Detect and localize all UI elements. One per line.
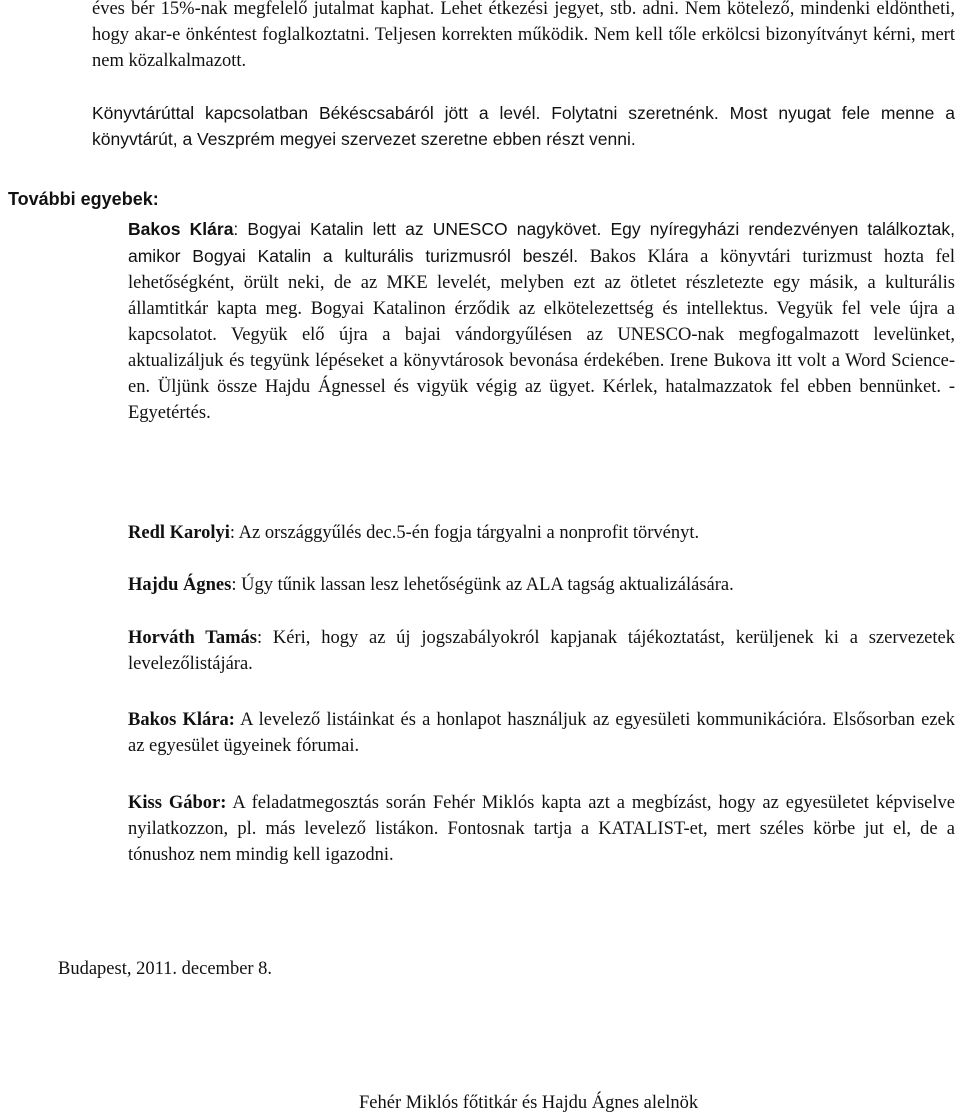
speaker-name: Redl Karolyi [128,523,230,543]
item-text: A feladatmegosztás során Fehér Miklós kapta azt a megbízást, hogy az egyesületet képviselve nyilatkozzon, pl. más levelező listákon. Fontosnak tartja a KATALIST-et, mert széles körbe jut el, de a tónushoz nem mindig kell igazodni. [128,793,955,865]
speaker-name: Bakos Klára [128,219,234,239]
item-text: Kéri, hogy az új jogszabályokról kapjanak tájékoztatást, kerüljenek ki a szervezetek levelezőlistájára. [128,628,955,674]
item-text: Az országgyűlés dec.5-én fogja tárgyalni a nonprofit törvényt. [238,523,700,543]
minutes-item-bakos-unesco [128,216,955,426]
item-text: A levelező listáinkat és a honlapot használjuk az egyesületi kommunikációra. Elsősorban ezek az egyesület ügyeinek fórumai. [128,710,956,756]
speaker-name: Horváth Tamás [128,628,257,648]
minutes-item-horvath [128,625,955,677]
item-text: Bakos Klára a könyvtári turizmust hozta fel lehetőségként, örült neki, de az MKE levelét, melyben ezt az ötletet részletezte egy másik, a kulturális államtitkár kapta meg. Bogyai Katalinon érződik az elkötelezettség és intellektus. Vegyük fel vele újra a kapcsolatot. Vegyük elő újra a bajai vándorgyűlésen az UNESCO-nak megfogalmazott levelünket, aktualizáljuk és tegyünk lépéseket a könyvtárosok bevonása érdekében. Irene Bukova itt volt a Word Science-en. Üljünk össze Hajdu Ágnessel és vigyük végig az ügyet. Kérlek, hatalmazzatok fel ebben bennünket. - Egyetértés. [128,247,955,423]
minutes-item-kiss [128,790,955,868]
minutes-item-bakos-lists [128,707,955,759]
separator: : [229,523,239,543]
separator: : [233,219,248,239]
separator: : [257,628,273,648]
separator: : [231,575,242,595]
section-heading: További egyebek: [8,189,159,209]
item-text: Úgy tűnik lassan lesz lehetőségünk az ALA tagság aktualizálására. [241,575,734,595]
intro-paragraph-2: Könyvtárúttal kapcsolatban Békéscsabáról jött a levél. Folytatni szeretnénk. Most nyugat fele menne a könyvtárút, a Veszprém megyei szervezet szeretne ebben részt venni. [92,103,955,149]
speaker-name: Kiss Gábor: [128,793,227,813]
speaker-name: Bakos Klára: [128,710,235,730]
speaker-name: Hajdu Ágnes [128,575,232,595]
item-text-sans: Bogyai Katalin lett az UNESCO nagykövet. Egy nyíregyházi rendezvényen találkoztak, amikor Bogyai Katalin a kulturális turizmusról beszél. [128,219,955,266]
signature-line: Fehér Miklós főtitkár és Hajdu Ágnes alelnök [359,1093,699,1113]
intro-paragraph-1: éves bér 15%-nak megfelelő jutalmat kaphat. Lehet étkezési jegyet, stb. adni. Nem kötelező, mindenki eldöntheti, hogy akar-e önkéntest foglalkoztatni. Teljesen korrekten működik. Nem kell tőle erkölcsi bizonyítványt kérni, mert nem közalkalmazott. [92,0,955,71]
minutes-item-hajdu [128,572,955,598]
minutes-item-redl [128,520,955,546]
place-and-date: Budapest, 2011. december 8. [58,959,273,979]
